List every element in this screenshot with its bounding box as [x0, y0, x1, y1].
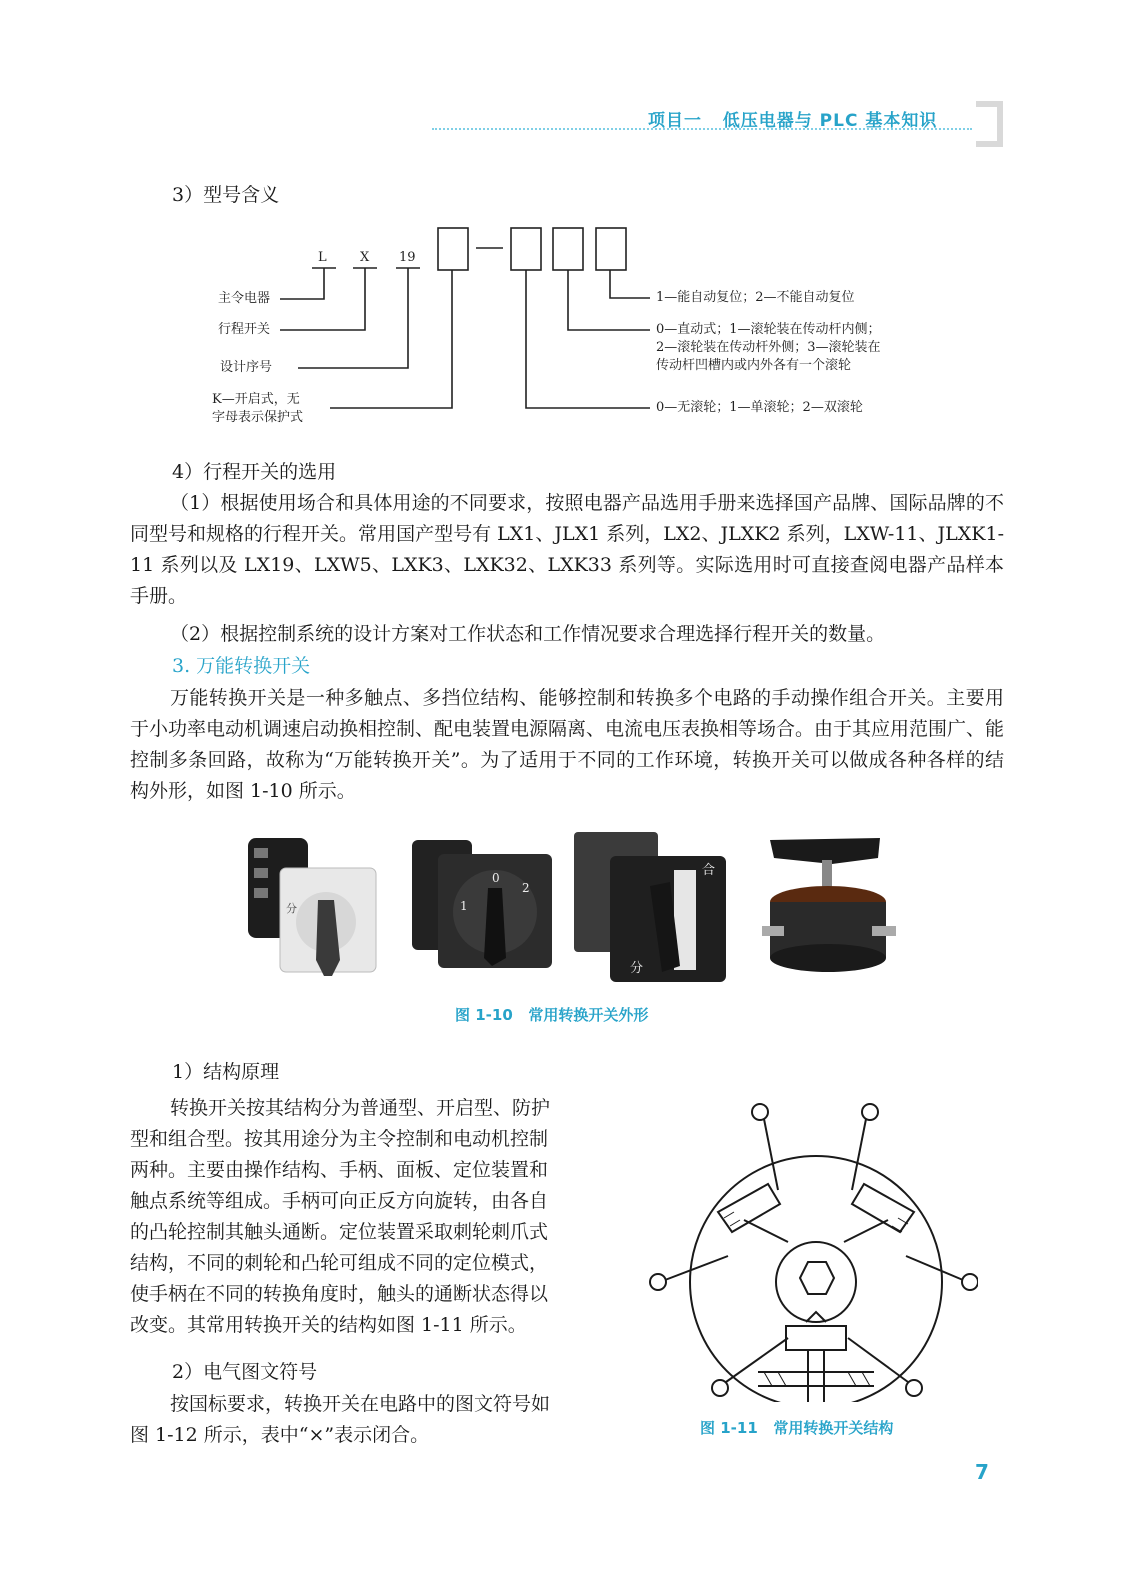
running-header: 项目一 低压电器与 PLC 基本知识 — [648, 111, 938, 131]
structure-line: 触点系统等组成。手柄可向正反方向旋转，由各自 — [130, 1190, 549, 1212]
switch-photo-2 — [408, 826, 558, 976]
symbol-heading: 2）电气图文符号 — [172, 1361, 318, 1383]
page-number: 7 — [975, 1460, 989, 1484]
structure-line: 改变。其常用转换开关的结构如图 1-11 所示。 — [130, 1314, 527, 1336]
structure-line: 两种。主要由操作结构、手柄、面板、定位装置和 — [130, 1159, 549, 1181]
label-design-serial: 设计序号 — [220, 360, 273, 375]
svg-text:2: 2 — [522, 881, 530, 895]
header-corner-mark — [976, 100, 1004, 148]
figure-1-11-structure-drawing — [648, 1100, 978, 1402]
label-travel-switch: 行程开关 — [218, 322, 271, 337]
label-roller-count: 0—无滚轮；1—单滚轮；2—双滚轮 — [656, 400, 863, 415]
universal-switch-paragraph: 万能转换开关是一种多触点、多挡位结构、能够控制和转换多个电路的手动操作组合开关。主要用于小功率电动机调速启动换相控制、配电装置电源隔离、电流电压表换相等场合。由于其应用范围广、能控制多条回路，故称为“万能转换开关”。为了适用于不同的工作环境，转换开关可以做成各种各样的结构外形，如图 1-10 所示。 — [130, 687, 1005, 802]
label-roller-1: 0—直动式；1—滚轮装在传动杆内侧； — [656, 322, 881, 337]
label-main-command: 主令电器 — [218, 291, 271, 306]
model-code-diagram — [200, 222, 940, 437]
structure-heading: 1）结构原理 — [172, 1061, 280, 1083]
figure-1-11-caption: 图 1-11 常用转换开关结构 — [700, 1419, 894, 1437]
structure-paragraph — [130, 1093, 630, 1341]
structure-line: 结构，不同的刺轮和凸轮可组成不同的定位模式， — [130, 1252, 549, 1274]
selection-heading: 4）行程开关的选用 — [172, 461, 337, 483]
selection-paragraph-1: （1）根据使用场合和具体用途的不同要求，按照电器产品选用手册来选择国产品牌、国际品牌的不同型号和规格的行程开关。常用国产型号有 LX1、JLX1 系列，LX2、JLXK2 系列，LXW-11、JLXK1-11 系列以及 LX19、LXW5、LXK3、LXK32、LXK33 系列等。实际选用时可直接查阅电器产品样本手册。 — [130, 492, 1004, 607]
selection-paragraph-2: （2）根据控制系统的设计方案对工作状态和工作情况要求合理选择行程开关的数量。 — [170, 623, 886, 645]
switch-photo-4 — [760, 830, 900, 980]
switch-photo-1 — [240, 830, 380, 980]
label-reset: 1—能自动复位；2—不能自动复位 — [656, 290, 855, 305]
svg-text:分: 分 — [286, 902, 297, 915]
svg-text:0: 0 — [492, 871, 500, 885]
symbol-line: 图 1-12 所示，表中“×”表示闭合。 — [130, 1424, 430, 1446]
structure-line: 的凸轮控制其触头通断。定位装置采取刺轮刺爪式 — [130, 1221, 549, 1243]
label-protected-type: 字母表示保护式 — [212, 410, 304, 425]
model-heading: 3）型号含义 — [172, 184, 280, 206]
label-roller-2: 2—滚轮装在传动杆外侧；3—滚轮装在 — [656, 340, 881, 355]
structure-line: 转换开关按其结构分为普通型、开启型、防护 — [170, 1097, 551, 1119]
svg-text:1: 1 — [460, 899, 468, 913]
structure-line: 使手柄在不同的转换角度时，触头的通断状态得以 — [130, 1283, 549, 1305]
label-roller-3: 传动杆凹槽内或内外各有一个滚轮 — [656, 358, 852, 373]
svg-text:合: 合 — [702, 863, 716, 878]
symbol-line: 按国标要求，转换开关在电路中的图文符号如 — [170, 1393, 551, 1415]
letter-X: X — [360, 250, 370, 265]
symbol-paragraph — [130, 1389, 630, 1451]
header-dotted-rule — [432, 128, 972, 130]
figure-1-10-photos — [240, 826, 900, 986]
universal-switch-heading: 3. 万能转换开关 — [172, 655, 311, 677]
switch-photo-3 — [570, 826, 730, 986]
number-19: 19 — [399, 250, 416, 265]
figure-1-10-caption: 图 1-10 常用转换开关外形 — [455, 1006, 649, 1024]
label-open-type: K—开启式，无 — [212, 392, 300, 407]
letter-L: L — [318, 250, 327, 265]
structure-line: 型和组合型。按其用途分为主令控制和电动机控制 — [130, 1128, 549, 1150]
svg-text:分: 分 — [630, 961, 644, 976]
